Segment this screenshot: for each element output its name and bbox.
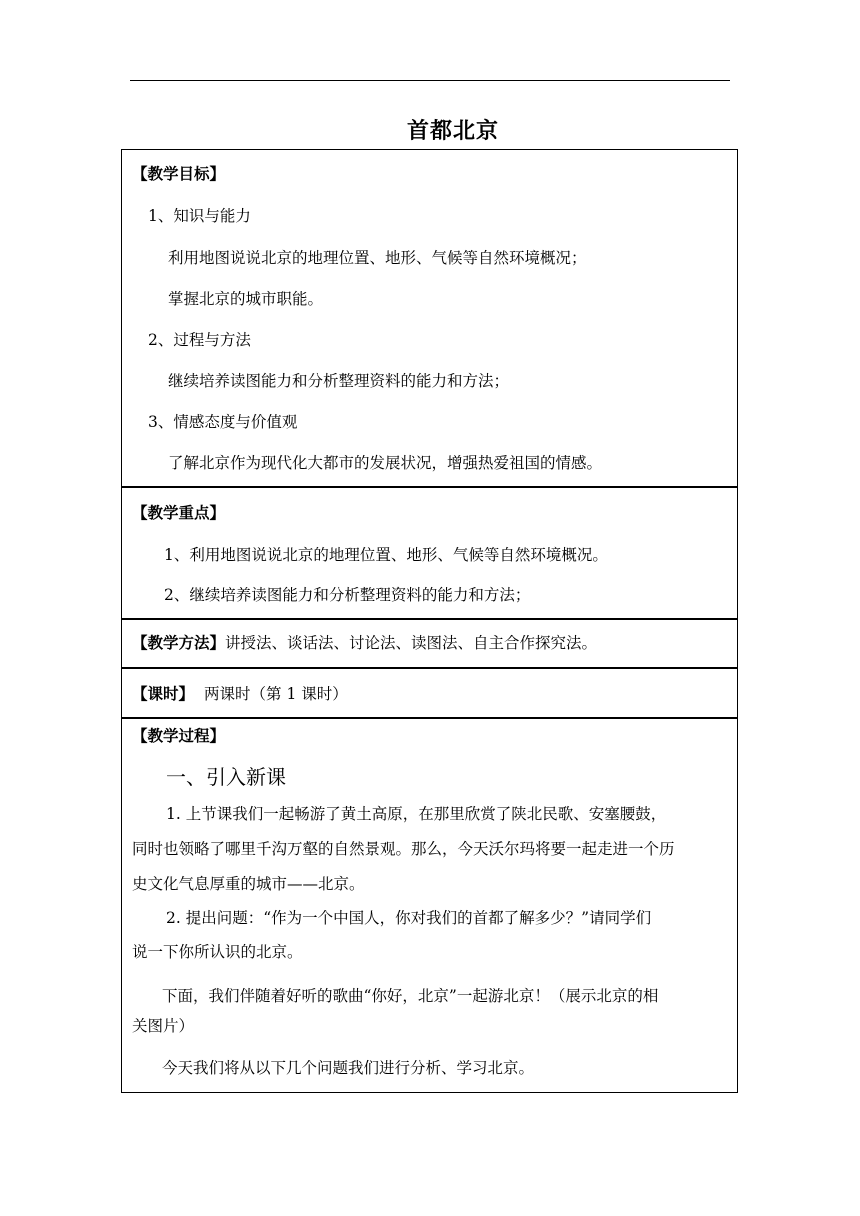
process-paragraph-1-line-2: 同时也领略了哪里千沟万壑的自然景观。那么，今天沃尔玛将要一起走进一个历 xyxy=(132,840,675,858)
process-paragraph-4-line-1: 今天我们将从以下几个问题我们进行分析、学习北京。 xyxy=(162,1059,535,1077)
objectives-cell xyxy=(121,149,738,488)
process-paragraph-3-line-2: 关图片） xyxy=(132,1017,195,1035)
document-title: 首都北京 xyxy=(406,119,499,144)
key-points-item-1: 1、利用地图说说北京的地理位置、地形、气候等自然环境概况。 xyxy=(164,546,608,564)
process-paragraph-1-line-1: 1. 上节课我们一起畅游了黄土高原，在那里欣赏了陕北民歌、安塞腰鼓， xyxy=(166,805,667,823)
objectives-section-3-title: 3、情感态度与价值观 xyxy=(148,413,298,431)
objectives-section-3-line-1: 了解北京作为现代化大都市的发展状况，增强热爱祖国的情感。 xyxy=(168,454,603,472)
process-section-title: 一、引入新课 xyxy=(166,765,286,789)
process-paragraph-3-line-1: 下面，我们伴随着好听的歌曲“你好，北京”一起游北京！（展示北京的相 xyxy=(162,987,659,1005)
objectives-section-2-line-1: 继续培养读图能力和分析整理资料的能力和方法； xyxy=(168,372,510,390)
methods-cell xyxy=(121,618,738,668)
periods-row xyxy=(132,684,348,704)
methods-text: 讲授法、谈话法、讨论法、读图法、自主合作探究法。 xyxy=(225,634,598,652)
objectives-section-1-line-2: 掌握北京的城市职能。 xyxy=(168,290,324,308)
periods-heading: 【课时】 xyxy=(132,685,195,703)
periods-cell xyxy=(121,668,738,719)
key-points-item-2: 2、继续培养读图能力和分析整理资料的能力和方法； xyxy=(164,586,531,604)
methods-row xyxy=(132,633,597,653)
objectives-heading: 【教学目标】 xyxy=(132,165,226,183)
header-rule xyxy=(130,80,730,81)
periods-text: 两课时（第 1 课时） xyxy=(204,685,348,703)
objectives-section-2-title: 2、过程与方法 xyxy=(148,331,251,349)
methods-heading: 【教学方法】 xyxy=(132,634,226,652)
key-points-cell xyxy=(121,486,738,620)
process-paragraph-2-line-1: 2. 提出问题：“作为一个中国人，你对我们的首都了解多少？”请同学们 xyxy=(166,909,652,927)
objectives-section-1-title: 1、知识与能力 xyxy=(148,207,251,225)
process-cell xyxy=(121,717,738,1093)
process-heading: 【教学过程】 xyxy=(132,727,226,745)
process-paragraph-1-line-3: 史文化气息厚重的城市——北京。 xyxy=(132,875,365,893)
process-paragraph-2-line-2: 说一下你所认识的北京。 xyxy=(132,943,303,961)
key-points-heading: 【教学重点】 xyxy=(132,504,226,522)
objectives-section-1-line-1: 利用地图说说北京的地理位置、地形、气候等自然环境概况； xyxy=(168,249,587,267)
